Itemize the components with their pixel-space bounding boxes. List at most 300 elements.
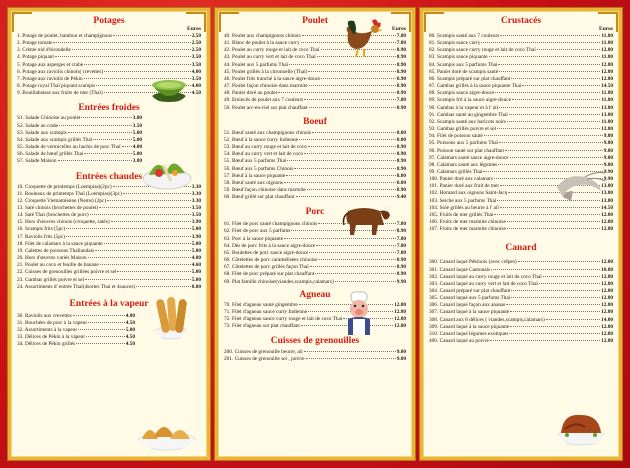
leader-dots [522,85,600,86]
leader-dots [543,276,600,277]
menu-item-name: 43. Poulet au curry vert et lait de coco Thaï [224,54,316,61]
menu-list-agneau [224,302,406,331]
menu-item-name: 5. Potage aux asperges et crabe [17,61,84,68]
salad-plate-icon [141,151,193,193]
menu-item-price: 12.80 [601,323,613,330]
menu-item [429,281,613,288]
menu-item-name: 103. Seiche aux 5 parfums Thaï [429,197,497,204]
menu-item-name: 94. Filet de poisson sauté [429,133,483,140]
menu-item [17,248,201,255]
menu-item-name: 310. Canard laqué légumes exotiques [429,330,509,337]
menu-item-name: 12. Croquette Vietnamienne (Nems) (2pc) [17,197,107,204]
menu-item-name: 41. Blanc de poulet à la sauce curry [224,40,300,47]
menu-item [224,90,406,97]
leader-dots [304,351,396,352]
leader-dots [100,264,191,265]
menu-item [429,62,613,69]
menu-item-name: 67. Côtelettes de porc grillés façon Thaï [224,264,309,271]
menu-item [224,130,406,137]
menu-item-name: 90. Gambas à la vapeur et à l' ail [429,104,499,111]
menu-item-price: 12.80 [394,316,406,322]
menu-item-name: 73. Filet d'agneau sur plat chauffant [224,323,300,330]
menu-item [224,243,406,250]
menu-item-price: 9.00 [603,154,613,161]
menu-item [17,62,201,69]
menu-item [429,324,613,331]
menu-item-name: 14. Saté Thaï (brochettes de porc) [17,212,89,219]
menu-item-name: 104. Sole grillés au beurre à l' ail [429,204,499,211]
menu-panel-middle [215,8,415,460]
leader-dots [111,221,191,222]
leader-dots [495,92,600,93]
menu-item-price: 9.90 [603,168,613,175]
menu-item [429,69,613,76]
soup-bowl-icon [149,73,189,103]
menu-item [17,241,201,248]
menu-item-price: 13.80 [601,183,613,190]
menu-item-price: 8.90 [396,47,406,54]
menu-item-name: 55. Bœuf aux 5 parfums Thaï [224,158,287,165]
leader-dots [510,311,600,312]
leader-dots [84,153,131,154]
menu-item-name: 304. Canard préparé sur plat chauffant [429,288,511,294]
menu-list-canard [429,259,613,345]
menu-item-name: 306. Canard laqué façon aux ananas [429,302,506,309]
leader-dots [95,250,191,251]
menu-item [17,205,201,212]
menu-item-name: 88. Scampis sauce aigre-douce [429,90,495,97]
menu-item [429,259,613,266]
leader-dots [511,297,600,298]
menu-item [224,316,406,323]
leader-dots [539,283,600,284]
menu-item-price: 8.90 [396,151,406,158]
menu-item-name: 96. Poisson sauté sur plat chauffant [429,147,504,154]
section-title-agneau: Agneau [299,289,331,300]
leader-dots [509,114,600,115]
menu-item-name: 6. Potage aux raviolis chinois( crevettes) [17,68,104,75]
leader-dots [309,85,396,86]
menu-item-price: 3.50 [132,122,142,129]
menu-item-price: 12.80 [601,309,613,316]
menu-item-name: 18. Filet de calamars à la sauce piquante [17,240,103,247]
menu-item-name: 82. Scampis sauce curry rouge et lait de coco Thaï [429,47,536,54]
menu-item-name: 2. Potage tomate [17,40,53,47]
menu-item-price: 8.90 [396,54,406,61]
menu-item-price: 3.30 [191,183,201,190]
menu-item-name: 7. Potage aux raviolis de Pékin [17,75,83,82]
menu-item [224,69,406,76]
menu-item [429,205,613,212]
menu-item-name: 42. Poulet au curry rouge et lait de coco Thaï [224,47,320,54]
leader-dots [316,245,395,246]
menu-item-price: 8.90 [396,228,406,235]
menu-item-price: 12.80 [601,330,613,337]
menu-item-name: 81. Scampis sauce curry [429,40,481,47]
menu-list-crustaces [429,33,613,233]
menu-item-price: 9.00 [396,356,406,363]
menu-item-name: 89. Scampis frit à la sauce aigre-douce [429,97,511,104]
menu-item-price: 8.90 [396,90,406,97]
menu-item-price: 9.90 [603,176,613,183]
menu-item-price: 12.80 [601,302,613,309]
menu-item-price: 14.50 [601,204,613,211]
menu-item-price: 7.80 [396,242,406,249]
leader-dots [309,252,395,253]
menu-item-name: 60. Bœuf grillé sur plat chauffant [224,194,295,201]
menu-item [17,255,201,262]
menu-item-price: 4.80 [191,255,201,262]
menu-list-entrees-chaudes [17,184,201,291]
menu-item-name: 32. Assortiments à la vapeur [17,327,78,334]
menu-item-name: 24. Assortiments d' entrée Thaï(4sortes Thaï et 4sauces) [17,283,136,290]
leader-dots [299,139,396,140]
menu-item-price: 7.80 [396,221,406,228]
menu-item-name: S7. Salade Maison [17,158,57,165]
leader-dots [88,257,191,258]
menu-item-price: 8.90 [396,165,406,172]
menu-list-entrees-froides [17,115,142,165]
menu-item-name: 85. Panier doré de scampis sauté [429,68,499,75]
menu-item-name: 57. Bœuf à la sauce piquante [224,172,286,179]
menu-item [429,288,613,295]
menu-item [17,234,201,241]
menu-item [429,112,613,119]
menu-item-price: 5.00 [125,327,135,334]
menu-item [429,226,613,233]
menu-item [17,334,135,341]
menu-item-price: 12.80 [601,226,613,233]
menu-item-price: 8.00 [396,172,406,179]
menu-item-price: 5.00 [191,240,201,247]
menu-item-price: 13.80 [601,104,613,111]
leader-dots [284,182,396,183]
section-title-potages: Potages [93,16,125,26]
menu-item-name: 87. Gambas grillés à la sauce piquante Thaï [429,83,522,90]
menu-item-price: 8.90 [396,68,406,75]
menu-item-name: 30. Raviolis aux crevettes [17,312,72,319]
leader-dots [66,228,190,229]
menu-item [17,327,135,334]
menu-item [429,162,613,169]
menu-item [17,277,201,284]
menu-item-name: 92. Scampis sauté aux haricots noirs [429,118,507,125]
menu-item [224,271,406,278]
menu-item [429,302,613,309]
menu-item-price: 5.00 [191,247,201,254]
menu-item-name: 20. Hors d'œuvres variés Maison [17,255,87,262]
menu-list-grenouilles [224,349,406,363]
menu-item [224,83,406,90]
menu-panel-right [420,8,622,460]
leader-dots [107,200,191,201]
leader-dots [507,121,600,122]
leader-dots [55,56,191,57]
menu-item-price: 3.80 [132,158,142,165]
menu-item-price: 4.50 [191,90,201,97]
menu-item [429,267,613,274]
menu-item-price: 8.00 [396,129,406,136]
menu-item-name: 83. Scampis sauce piquante [429,54,488,61]
rooster-icon [342,15,386,59]
menu-item-price: 11.80 [601,54,613,61]
menu-item-name: 34. Délices de Pékin grillés [17,341,76,348]
leader-dots [518,261,600,262]
menu-item [224,356,406,363]
menu-item-name: S5. Salade de vermicelles au hachis de porc Thaï [17,144,121,151]
leader-dots [481,42,600,43]
leader-dots [506,304,600,305]
leader-dots [510,157,603,158]
currency-label: Euros [392,26,406,32]
leader-dots [72,49,191,50]
menu-item [224,137,406,144]
leader-dots [278,92,396,93]
menu-item [17,115,142,122]
section-title-entrees-froides: Entrées froides [78,103,140,114]
menu-item-price: 4.50 [125,341,135,348]
section-title-entrees-chaudes: Entrées chaudes [75,171,143,182]
leader-dots [117,271,190,272]
leader-dots [78,329,125,330]
menu-item-price: 3.50 [191,61,201,68]
menu-item-name: 100. Panier doré aux calamars [429,176,493,183]
menu-item [224,105,406,112]
menu-item [224,349,406,356]
menu-item [224,250,406,257]
menu-item [17,123,142,130]
menu-item-price: 12.00 [601,259,613,266]
menu-item-price: 8.90 [396,61,406,68]
menu-item-name: 98. Calamars sauté aux légumes [429,161,498,168]
leader-dots [537,49,600,50]
menu-item-price: 12.80 [394,308,406,315]
menu-item-price: 8.90 [396,257,406,264]
menu-item-price: 9.80 [603,133,613,140]
menu-item-price: 13.80 [601,111,613,118]
menu-item [429,97,613,104]
leader-dots [99,207,191,208]
menu-item-name: 305. Canard laqué aux 5 parfums Thaï [429,295,511,302]
menu-item-name: 61. Filet de porc sauté champignons chinois [224,221,318,228]
menu-item [17,284,201,291]
leader-dots [484,135,603,136]
menu-item-price: 9.00 [603,161,613,168]
menu-item-name: 69. Plat famille chinoise(viandes,scampis,calamars) [224,278,334,285]
menu-item-name: 102. Homard aux oignons Saint-Jacq [429,190,508,197]
menu-item-name: 300. Canard laqué Pékinois (avec crêpes) [429,259,517,266]
menu-item-name: 71. Filet d'agneau sauce curry Indienne [224,308,308,315]
menu-item-price: 11.80 [601,90,613,97]
menu-item-price: 5.00 [191,276,201,283]
menu-list-boeuf [224,130,406,202]
menu-item-name: 105. Fruits de mer grillés Thaï [429,211,494,218]
leader-dots [76,343,125,344]
menu-item-price: 2.50 [191,33,201,39]
menu-item-name: 70. Filet d'agneau sauté gingembre [224,301,298,308]
menu-item-name: 66. Côtelettes de porc caramélisées chinoise [224,257,318,264]
menu-item-name: 10. Croquette de printemps (Loempias)(2pc) [17,183,112,190]
leader-dots [294,168,396,169]
menu-item-name: 106. Fruits de mer marmite chinoise [429,219,506,226]
menu-item [17,54,201,61]
menu-item-name: 51. Bœuf sauté aux champignons chinois [224,129,312,136]
menu-item-name: 93. Gambas grillés poivre et sel [429,126,497,133]
menu-item-name: 47. Poulet façon chinoise dans marmite [224,83,308,90]
leader-dots [85,279,191,280]
roast-duck-icon [555,403,607,447]
menu-item-name: 33. Délices de Pékin à la vapeur [17,334,86,341]
menu-item [17,151,142,158]
section-title-vapeur: Entrées à la vapeur [69,298,149,309]
menu-item [224,279,406,286]
menu-item-name: 64. Dés de porc frits à la sauce aigre-douce [224,242,316,249]
menu-item-name: S1. Salade Chinoise au poulet [17,115,81,122]
leader-dots [68,132,132,133]
menu-item-price: 12.80 [394,301,406,308]
menu-item-name: 13. Saté chinois (brochettes de poulet) [17,204,99,211]
menu-item-price: 11.80 [601,33,613,39]
leader-dots [509,333,600,334]
leader-dots [308,146,396,147]
section-title-grenouilles: Cuisses de grenouilles [270,336,360,347]
section-title-poulet: Poulet [302,16,328,26]
leader-dots [123,193,191,194]
leader-dots [93,139,131,140]
menu-item [224,187,406,194]
menu-item-name: 303. Canard laqué au curry vert et lait de coco Thaï [429,280,538,287]
menu-item-price: 4.80 [125,312,135,319]
menu-item-price: 3.90 [191,219,201,226]
leader-dots [310,266,396,267]
menu-item-name: 307. Canard laqué à la sauce piquante [429,309,510,316]
menu-item-name: 4. Potage piquant [17,54,54,61]
menu-item-price: 3.80 [132,115,142,122]
menu-item [17,262,201,269]
menu-item-price: 11.80 [601,40,613,47]
leader-dots [546,319,600,320]
menu-item [17,341,135,348]
menu-item [17,40,201,47]
menu-item-name: 17. Raviolis frits (5pc) [17,233,65,240]
menu-item-name: 40. Poulet aux champignons chinois [224,33,301,39]
menu-item-price: 5.00 [132,129,142,136]
menu-item-name: 1. Potage de poulet, bambou et champignons [17,33,113,39]
leader-dots [335,281,396,282]
menu-item [224,323,406,330]
shrimp-icon [551,169,607,203]
menu-panel-left [8,8,210,460]
menu-item-price: 7.80 [396,97,406,104]
menu-item [17,47,201,54]
menu-item-name: 91. Gambas sauté au gingembre Thaï [429,111,508,118]
leader-dots [286,175,396,176]
leader-dots [104,243,191,244]
menu-item-price: 8.90 [396,75,406,82]
menu-item-name: 50. Poulet arc-en-ciel sur plat chauffant [224,104,308,111]
menu-item [429,317,613,324]
menu-item-price: 9.40 [396,194,406,201]
leader-dots [66,236,191,237]
menu-item [224,302,406,309]
menu-item-name: 65. Boulettes de porc sauce aigre-douce [224,249,309,256]
menu-item-name: 309. Canard laqué à la sauce piquante [429,323,510,330]
leader-dots [499,71,600,72]
currency-label: Euros [187,26,201,32]
leader-dots [59,125,131,126]
menu-item-price: 4.50 [125,320,135,326]
menu-item-price: 5.00 [132,151,142,158]
menu-item-name: 56. Bœuf aux 5 parfums Chinois [224,165,294,172]
menu-item [429,148,613,155]
menu-item [224,309,406,316]
leader-dots [505,150,603,151]
leader-dots [319,259,396,260]
menu-item-name: S3. Salade aux scampis [17,129,67,136]
currency-label: Euros [599,26,613,32]
menu-item-name: 99. Calamars grillés Thaï [429,168,483,175]
menu-item [17,198,201,205]
menu-item-price: 4.00 [191,68,201,75]
menu-item-name: 107. Fruits de mer marmite chinoise [429,226,506,233]
leader-dots [494,214,600,215]
leader-dots [507,228,600,229]
menu-item-price: 12.80 [394,323,406,330]
menu-item [429,212,613,219]
menu-item [429,309,613,316]
section-title-crustaces: Crustacés [500,16,542,26]
menu-item [429,76,613,83]
menu-item-name: 8. Potage royal Thaï piquant scampis [17,83,96,90]
menu-item-name: 302. Canard laqué au curry rouge et lait de coco Thaï [429,273,542,280]
leader-dots [497,128,600,129]
menu-item [224,180,406,187]
menu-item-name: 58. Bœuf sauté aux oignons [224,179,283,186]
menu-item [429,83,613,90]
menu-item-price: 8.00 [396,179,406,186]
leader-dots [511,78,600,79]
menu-item-price: 9.00 [396,349,406,356]
menu-item-name: 46. Poulet frits tranché à la sauce aigre-douce [224,75,321,82]
menu-item [17,144,142,151]
leader-dots [73,315,125,316]
menu-item-price: 4.60 [191,262,201,269]
leader-dots [498,164,603,165]
menu-item-price: 8.90 [396,144,406,151]
menu-item-name: 53. Bœuf au curry rouge et lait de coco [224,144,307,151]
leader-dots [511,290,600,291]
leader-dots [499,142,603,143]
menu-item-name: 400. Canard laqué au poivre [429,338,489,345]
menu-item-price: 7.80 [396,40,406,47]
menu-item-name: 95. Poissons aux 5 parfums Thaï [429,140,499,147]
leader-dots [284,238,396,239]
menu-item-price: 5.00 [132,136,142,143]
leader-dots [500,207,600,208]
menu-item-price: 8.00 [396,136,406,143]
leader-dots [287,160,395,161]
menu-item-name: 201. Cuisses de grenouille sel , poivre [224,356,305,363]
menu-item-name: 21. Poulet au coco et feuille de banane [17,262,99,269]
menu-item-price: 8.90 [396,83,406,90]
leader-dots [104,71,191,72]
menu-item-name: 48. Panier doré au poulet [224,90,278,97]
menu-item-price: 13.80 [601,197,613,204]
section-title-porc: Porc [305,207,325,218]
menu-item [429,47,613,54]
menu-item-name: 59. Bœuf façon chinoise dans marmite [224,186,306,193]
menu-item-price: 12.80 [601,295,613,302]
